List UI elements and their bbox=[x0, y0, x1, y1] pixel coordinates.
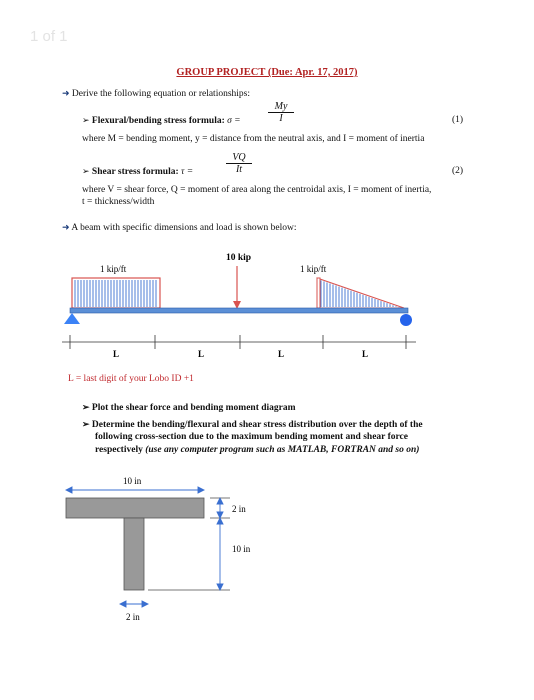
chevron-bullet-icon: ➢ bbox=[82, 402, 90, 412]
flexural-fraction bbox=[268, 101, 294, 124]
task-2-text-line1: Determine the bending/flexural and shear stress distribution over the depth of the bbox=[91, 420, 423, 430]
beam-intro-line bbox=[62, 221, 296, 234]
t-flange bbox=[66, 498, 204, 518]
flexural-numerator: My bbox=[274, 101, 288, 112]
point-load-arrow bbox=[233, 266, 241, 309]
flexural-lhs: σ = bbox=[227, 116, 241, 126]
task-2-text-line3: respectively bbox=[95, 445, 143, 455]
flange-width-arrow bbox=[66, 487, 204, 493]
page-title: GROUP PROJECT (Due: Apr. 17, 2017) bbox=[176, 67, 358, 78]
flange-thickness-arrow bbox=[210, 498, 230, 518]
web-width-arrow bbox=[120, 601, 148, 607]
intro-text: Derive the following equation or relationships: bbox=[71, 89, 251, 99]
web-width-label: 2 in bbox=[126, 612, 140, 622]
span-dimension-line bbox=[62, 335, 416, 349]
left-load-label: 1 kip/ft bbox=[100, 264, 127, 274]
flexural-eq-number: (1) bbox=[452, 115, 464, 125]
web-height-arrow bbox=[148, 518, 230, 590]
arrow-bullet-icon: ➜ bbox=[62, 88, 70, 98]
page-indicator: 1 of 1 bbox=[30, 28, 68, 45]
span-label: L bbox=[278, 349, 285, 359]
right-load-label: 1 kip/ft bbox=[300, 264, 327, 274]
shear-line bbox=[82, 165, 193, 178]
flange-thickness-label: 2 in bbox=[232, 504, 246, 514]
chevron-bullet-icon: ➢ bbox=[82, 166, 90, 176]
shear-fraction bbox=[226, 152, 252, 175]
left-distributed-load bbox=[72, 278, 160, 308]
beam-diagram bbox=[0, 240, 534, 360]
shear-eq-number: (2) bbox=[452, 166, 464, 176]
shear-where-line1: where V = shear force, Q = moment of area along the centroidal axis, I = moment of inertia, bbox=[82, 185, 432, 195]
roller-support-icon bbox=[400, 314, 412, 326]
span-label: L bbox=[198, 349, 205, 359]
flexural-denominator: I bbox=[279, 113, 283, 124]
beam-body bbox=[70, 308, 408, 313]
span-label: L bbox=[362, 349, 369, 359]
t-section-diagram bbox=[0, 468, 534, 628]
span-label: L bbox=[113, 349, 120, 359]
flexural-label: Flexural/bending stress formula: bbox=[91, 116, 225, 126]
chevron-bullet-icon: ➢ bbox=[82, 115, 90, 125]
intro-line bbox=[62, 87, 250, 100]
flexural-where: where M = bending moment, y = distance from the neutral axis, and I = moment of inertia bbox=[82, 134, 425, 144]
right-triangular-load bbox=[317, 278, 404, 308]
chevron-bullet-icon: ➢ bbox=[82, 419, 90, 429]
shear-where-line2: t = thickness/width bbox=[82, 197, 155, 207]
shear-lhs: τ = bbox=[181, 167, 194, 177]
shear-numerator: VQ bbox=[232, 152, 246, 163]
task-2-note: (use any computer program such as MATLAB, FORTRAN and so on) bbox=[145, 445, 420, 455]
point-load-label: 10 kip bbox=[226, 253, 252, 263]
task-2-line3 bbox=[95, 444, 419, 456]
t-web bbox=[124, 518, 144, 590]
shear-label: Shear stress formula: bbox=[91, 167, 179, 177]
task-1 bbox=[82, 401, 296, 414]
flexural-line bbox=[82, 114, 241, 127]
task-2-text-line2: following cross-section due to the maximum bending moment and shear force bbox=[95, 432, 408, 442]
pin-support-icon bbox=[64, 313, 80, 324]
flange-width-label: 10 in bbox=[123, 476, 142, 486]
web-height-label: 10 in bbox=[232, 544, 251, 554]
shear-denominator: It bbox=[235, 164, 243, 175]
beam-intro-text: A beam with specific dimensions and load is shown below: bbox=[71, 223, 297, 233]
arrow-bullet-icon: ➜ bbox=[62, 222, 70, 232]
l-definition: L = last digit of your Lobo ID +1 bbox=[68, 374, 194, 384]
task-1-text: Plot the shear force and bending moment diagram bbox=[91, 403, 296, 413]
task-2 bbox=[82, 418, 423, 431]
